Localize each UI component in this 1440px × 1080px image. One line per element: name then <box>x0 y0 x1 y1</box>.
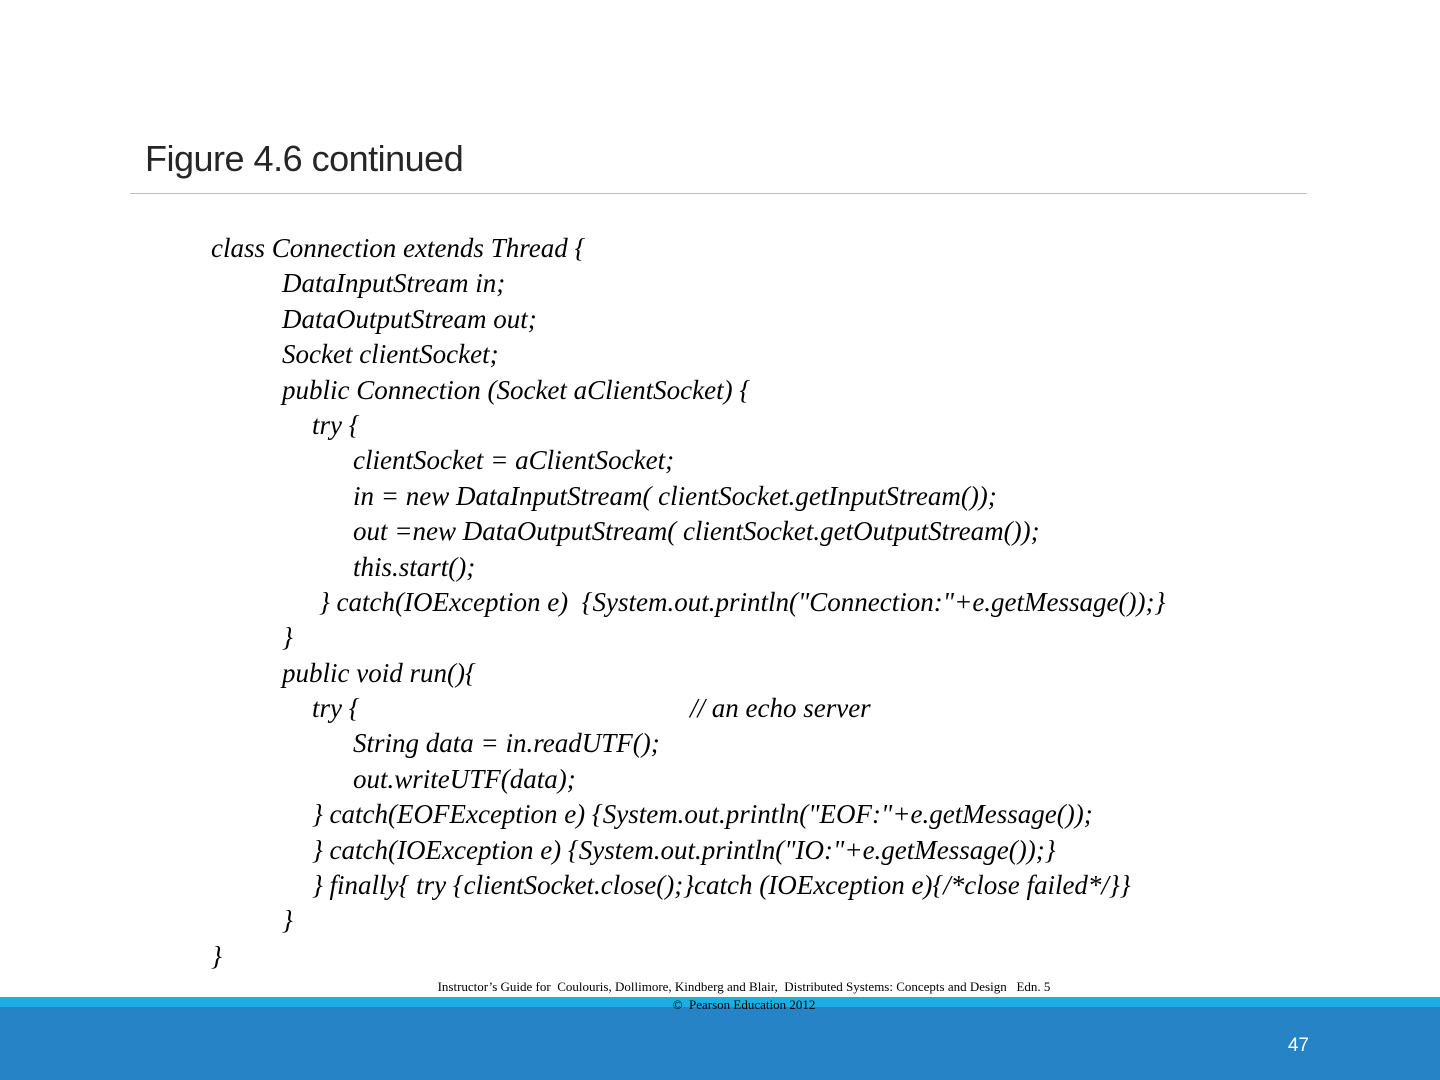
footnote-citation: Instructor’s Guide for Coulouris, Dollimore, Kindberg and Blair, Distributed Systems: Concepts and Design Edn. 5 <box>437 979 1051 994</box>
code-line <box>0 797 1440 832</box>
page-number: 47 <box>1287 1035 1309 1056</box>
code-line-text: } catch(IOException e) {System.out.println("Connection:"+e.getMessage());} <box>319 586 1166 617</box>
footnote-copyright: © Pearson Education 2012 <box>672 997 816 1012</box>
code-line-text: } catch(IOException e) {System.out.println("IO:"+e.getMessage());} <box>312 834 1056 865</box>
code-line-text: clientSocket = aClientSocket; <box>353 445 675 476</box>
code-line-text: public void run(){ <box>282 657 476 688</box>
code-comment: // an echo server <box>690 693 871 724</box>
code-line <box>0 443 1440 478</box>
code-line-text: String data = in.readUTF(); <box>353 728 660 759</box>
code-line-text: } <box>282 905 293 936</box>
code-line <box>0 868 1440 903</box>
code-line-text: DataOutputStream out; <box>282 303 537 334</box>
code-line-text: } finally{ try {clientSocket.close();}catch (IOException e){/*close failed*/}} <box>312 870 1131 901</box>
code-line <box>0 408 1440 443</box>
code-line <box>0 514 1440 549</box>
code-line-text: class Connection extends Thread { <box>211 233 586 263</box>
code-line <box>0 337 1440 372</box>
code-line-text: DataInputStream in; <box>282 268 506 299</box>
code-line-text: this.start(); <box>353 551 476 582</box>
code-line-text: } catch(EOFException e) {System.out.println("EOF:"+e.getMessage()); <box>312 799 1093 830</box>
code-line-text: try { <box>312 409 360 440</box>
code-line <box>0 691 1440 726</box>
code-line <box>0 620 1440 655</box>
code-line <box>0 266 1440 301</box>
code-line <box>0 939 1440 974</box>
slide-title: Figure 4.6 continued <box>145 138 464 179</box>
code-line-text: Socket clientSocket; <box>282 339 499 370</box>
footer-bar <box>0 1007 1440 1080</box>
code-line <box>0 550 1440 585</box>
title-divider <box>130 193 1307 194</box>
code-line-text: } <box>282 622 293 653</box>
code-line <box>0 656 1440 691</box>
code-line <box>0 302 1440 337</box>
code-line <box>0 762 1440 797</box>
code-line <box>0 833 1440 868</box>
code-line-text: } <box>211 940 222 971</box>
code-line <box>0 726 1440 761</box>
code-line-text: in = new DataInputStream( clientSocket.getInputStream()); <box>353 480 997 511</box>
code-line <box>0 903 1440 938</box>
code-line <box>0 231 1440 266</box>
code-line-text: try { <box>312 693 360 724</box>
code-line <box>0 479 1440 514</box>
code-line-text: out =new DataOutputStream( clientSocket.getOutputStream()); <box>353 516 1040 547</box>
code-line <box>0 373 1440 408</box>
code-line-text: public Connection (Socket aClientSocket) { <box>282 374 751 405</box>
code-line <box>0 585 1440 620</box>
code-listing <box>0 231 1440 974</box>
code-line-text: out.writeUTF(data); <box>353 763 576 794</box>
